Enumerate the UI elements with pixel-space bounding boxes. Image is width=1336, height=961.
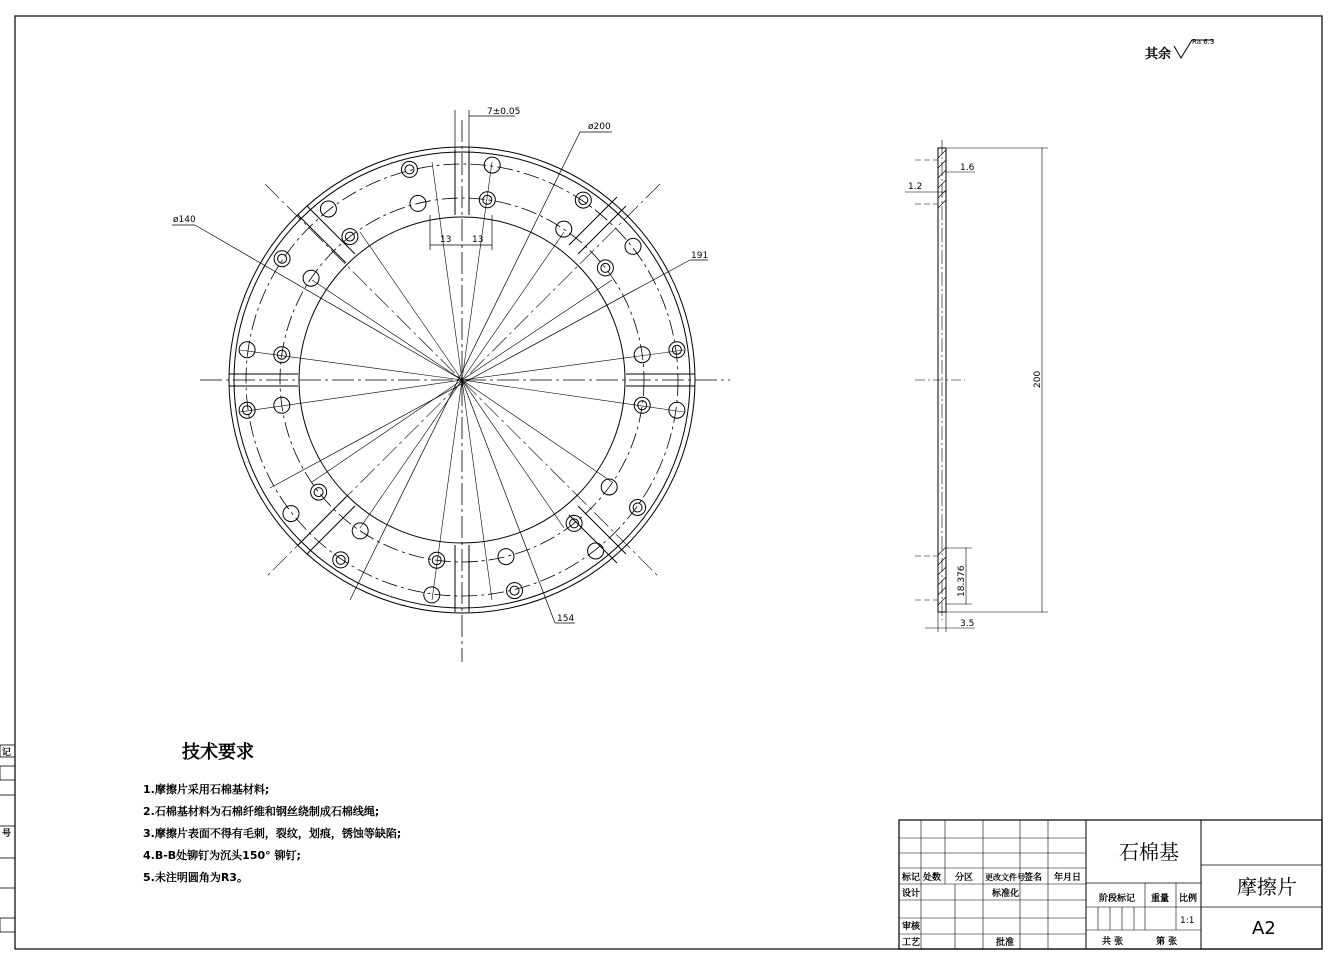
bolt-hole-counterbore (243, 406, 252, 415)
dim-inner-dia: ø140 (173, 215, 196, 225)
tb-part-name: 摩擦片 (1237, 875, 1297, 899)
tb-stage-mark-label: 阶段标记 (1099, 894, 1136, 904)
tech-req-item-5: 5.未注明圆角为R3。 (143, 871, 248, 884)
bolt-hole (484, 157, 500, 173)
tb-header-date: 年月日 (1054, 873, 1082, 883)
tb-drawing-no: A2 (1252, 918, 1276, 939)
dim-slot-width: 7±0.05 (487, 107, 521, 117)
roughness-value: Ra 6.3 (1192, 38, 1215, 46)
tb-header-count: 处数 (923, 873, 942, 883)
tb-material: 石棉基 (1119, 840, 1179, 864)
tb-design-label: 设计 (902, 889, 921, 899)
tb-header-sign: 签名 (1024, 873, 1043, 883)
dim-18: 18.376 (957, 565, 967, 597)
dim-half-right: 13 (472, 235, 484, 245)
bolt-hole (274, 251, 290, 267)
dim-154: 154 (557, 614, 575, 624)
tech-req-item-4: 4.B-B处铆钉为沉头150° 铆钉; (143, 849, 301, 862)
bolt-hole (597, 260, 613, 276)
tb-standardize-label: 标准化 (992, 889, 1020, 899)
tb-header-change-doc: 更改文件号 (985, 873, 1025, 882)
bolt-hole (588, 543, 604, 559)
tb-scale-label: 比例 (1179, 894, 1198, 904)
tb-scale-value: 1:1 (1180, 916, 1195, 926)
bolt-hole (625, 238, 641, 254)
bolt-hole (283, 506, 299, 522)
left-strip-label-3: 号 (2, 829, 12, 839)
side-view (905, 140, 1048, 632)
dim-thickness-a: 1.6 (960, 163, 975, 173)
tech-req-item-3: 3.摩擦片表面不得有毛刺，裂纹，划痕，锈蚀等缺陷; (143, 827, 402, 840)
tech-req-item-1: 1.摩擦片采用石棉基材料; (143, 783, 270, 796)
dim-height-200: 200 (1033, 370, 1043, 388)
bolt-hole (402, 161, 418, 177)
tb-weight-label: 重量 (1151, 894, 1170, 904)
bolt-hole-counterbore (672, 345, 681, 354)
tb-header-zone: 分区 (955, 873, 974, 883)
bolt-hole (630, 500, 646, 516)
bolt-hole-counterbore (278, 254, 287, 263)
tb-header-mark: 标记 (902, 873, 921, 883)
dim-half-left: 13 (440, 235, 452, 245)
bolt-hole (320, 201, 336, 217)
tb-sheet-no: 第 张 (1156, 937, 1178, 947)
bolt-hole-counterbore (510, 586, 519, 595)
dim-outer-dia: ø200 (588, 122, 611, 132)
bolt-hole-counterbore (336, 555, 345, 564)
tech-req-item-2: 2.石棉基材料为石棉纤维和钢丝绕制成石棉线绳; (143, 805, 380, 818)
left-strip-label-0: 记 (2, 748, 12, 758)
tb-total-sheets: 共 张 (1102, 937, 1124, 947)
tb-process-label: 工艺 (902, 938, 921, 948)
bolt-hole (498, 549, 514, 565)
tb-review-label: 审核 (902, 922, 921, 932)
bolt-hole-counterbore (579, 196, 588, 205)
front-view (172, 110, 730, 662)
dim-3-5: 3.5 (960, 619, 975, 629)
dim-191: 191 (691, 251, 709, 261)
tech-req-title: 技术要求 (182, 742, 254, 763)
tb-approve-label: 批准 (996, 938, 1015, 948)
bolt-hole (333, 552, 349, 568)
bolt-hole-counterbore (314, 488, 323, 497)
bolt-hole-counterbore (601, 263, 610, 272)
bolt-hole (311, 484, 327, 500)
roughness-prefix: 其余 (1145, 47, 1172, 62)
dim-thickness-b: 1.2 (908, 182, 923, 192)
bolt-hole-counterbore (633, 503, 642, 512)
bolt-hole (575, 192, 591, 208)
